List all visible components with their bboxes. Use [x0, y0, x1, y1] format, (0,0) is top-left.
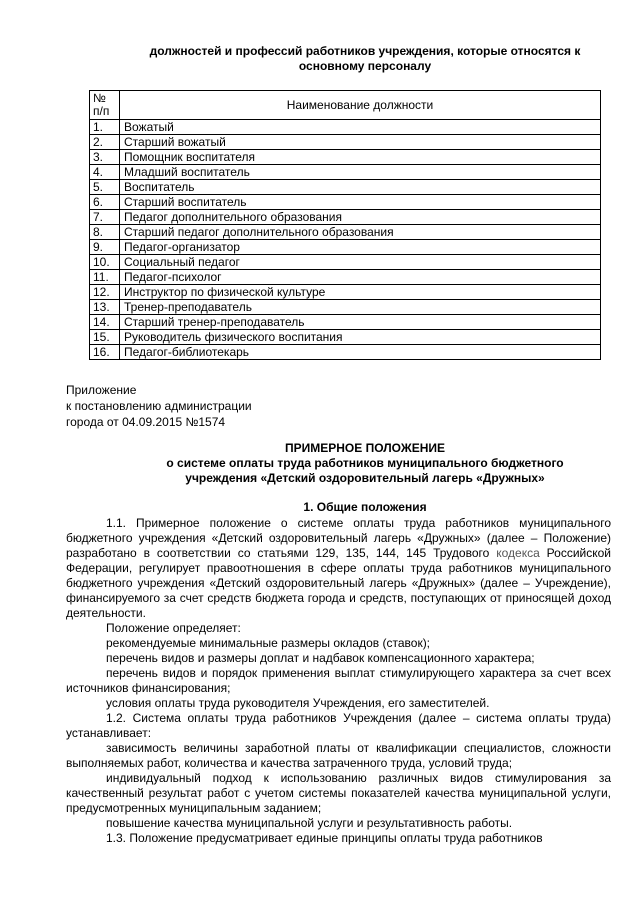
row-number: 10.: [90, 255, 120, 270]
row-number: 16.: [90, 345, 120, 360]
paragraph-1-1-part-1: 1.1. Примерное положение о системе оплаты труда работников муниципального бюджетного учреждения «Детский оздоровительный лагерь «Дружных» (далее – Положение) разработано в соответствии со статьями 129, 135, 144, 145 Трудового: [66, 516, 611, 560]
row-position-name: Педагог дополнительного образования: [120, 210, 601, 225]
row-number: 15.: [90, 330, 120, 345]
paragraph-compensation: перечень видов и размеры доплат и надбавок компенсационного характера;: [106, 651, 535, 665]
paragraph-dependency: зависимость величины заработной платы от квалификации специалистов, сложности выполняемых работ, количества и качества затраченного труда, условий труда;: [66, 741, 611, 770]
header-position-name: Наименование должности: [120, 91, 601, 120]
appendix-line-1: Приложение: [66, 383, 137, 397]
list-heading: [100, 44, 630, 74]
row-number: 12.: [90, 285, 120, 300]
table-row: [90, 285, 601, 300]
row-position-name: Младший воспитатель: [120, 165, 601, 180]
row-position-name: Педагог-психолог: [120, 270, 601, 285]
header-number: № п/п: [90, 91, 120, 120]
title-line-2: о системе оплаты труда работников муниципального бюджетного: [166, 456, 564, 470]
row-number: 1.: [90, 120, 120, 135]
row-position-name: Педагог-организатор: [120, 240, 601, 255]
paragraph-individual-approach: индивидуальный подход к использованию различных видов стимулирования за качественный результат работ с учетом системы показателей качества муниципальной услуги, предусмотренных муниципальным заданием;: [66, 771, 611, 815]
row-position-name: Старший тренер-преподаватель: [120, 315, 601, 330]
paragraph-incentives: перечень видов и порядок применения выплат стимулирующего характера за счет всех источников финансирования;: [66, 666, 611, 695]
appendix-line-3: города от 04.09.2015 №1574: [66, 415, 226, 429]
row-number: 2.: [90, 135, 120, 150]
row-position-name: Старший педагог дополнительного образования: [120, 225, 601, 240]
table-row: [90, 270, 601, 285]
table-row: [90, 135, 601, 150]
table-row: [90, 315, 601, 330]
positions-table: [89, 90, 601, 360]
paragraph-1-1-part-2: Российской Федерации, регулирует правоотношения в сфере оплаты труда работников муниципального бюджетного учреждения «Детский оздоровительный лагерь «Дружных» (далее – Учреждение), финансируемого за счет средств бюджета города и средств, поступающих от приносящей доход деятельности.: [66, 546, 611, 620]
row-number: 4.: [90, 165, 120, 180]
row-number: 6.: [90, 195, 120, 210]
table-row: [90, 225, 601, 240]
row-number: 7.: [90, 210, 120, 225]
table-row: [90, 150, 601, 165]
kodeks-link[interactable]: кодекса: [496, 546, 540, 560]
row-position-name: Тренер-преподаватель: [120, 300, 601, 315]
title-line-3: учреждения «Детский оздоровительный лагерь «Дружных»: [185, 471, 545, 485]
row-position-name: Инструктор по физической культуре: [120, 285, 601, 300]
row-position-name: Помощник воспитателя: [120, 150, 601, 165]
row-number: 9.: [90, 240, 120, 255]
row-position-name: Старший воспитатель: [120, 195, 601, 210]
row-number: 8.: [90, 225, 120, 240]
paragraph-quality: повышение качества муниципальной услуги и результативность работы.: [106, 816, 513, 830]
document-title: [100, 441, 630, 486]
row-number: 13.: [90, 300, 120, 315]
section-body: [66, 516, 611, 846]
row-number: 5.: [90, 180, 120, 195]
list-heading-line-2: основному персоналу: [298, 59, 432, 73]
table-row: [90, 330, 601, 345]
title-line-1: ПРИМЕРНОЕ ПОЛОЖЕНИЕ: [285, 441, 445, 455]
table-row: [90, 180, 601, 195]
table-row: [90, 165, 601, 180]
table-row: [90, 120, 601, 135]
table-row: [90, 240, 601, 255]
row-number: 14.: [90, 315, 120, 330]
row-position-name: Руководитель физического воспитания: [120, 330, 601, 345]
paragraph-head-conditions: условия оплаты труда руководителя Учреждения, его заместителей.: [106, 696, 490, 710]
table-row: [90, 255, 601, 270]
appendix-note: [66, 382, 252, 430]
row-position-name: Воспитатель: [120, 180, 601, 195]
row-position-name: Старший вожатый: [120, 135, 601, 150]
row-position-name: Вожатый: [120, 120, 601, 135]
row-number: 11.: [90, 270, 120, 285]
table-row: [90, 345, 601, 360]
paragraph-1-1: [66, 516, 611, 621]
table-row: [90, 300, 601, 315]
paragraph-defines: Положение определяет:: [106, 621, 241, 635]
table-body: [90, 120, 601, 360]
section-title: 1. Общие положения: [303, 500, 427, 514]
table-row: [90, 195, 601, 210]
table-row: [90, 210, 601, 225]
table-header-row: [90, 91, 601, 120]
list-heading-line-1: должностей и профессий работников учреждения, которые относятся к: [149, 44, 581, 58]
row-position-name: Социальный педагог: [120, 255, 601, 270]
paragraph-1-2: 1.2. Система оплаты труда работников Учреждения (далее – система оплаты труда) устанавливает:: [66, 711, 611, 740]
paragraph-salaries: рекомендуемые минимальные размеры окладов (ставок);: [106, 636, 431, 650]
paragraph-1-3: 1.3. Положение предусматривает единые принципы оплаты труда работников: [106, 831, 543, 845]
appendix-line-2: к постановлению администрации: [66, 399, 252, 413]
row-position-name: Педагог-библиотекарь: [120, 345, 601, 360]
row-number: 3.: [90, 150, 120, 165]
